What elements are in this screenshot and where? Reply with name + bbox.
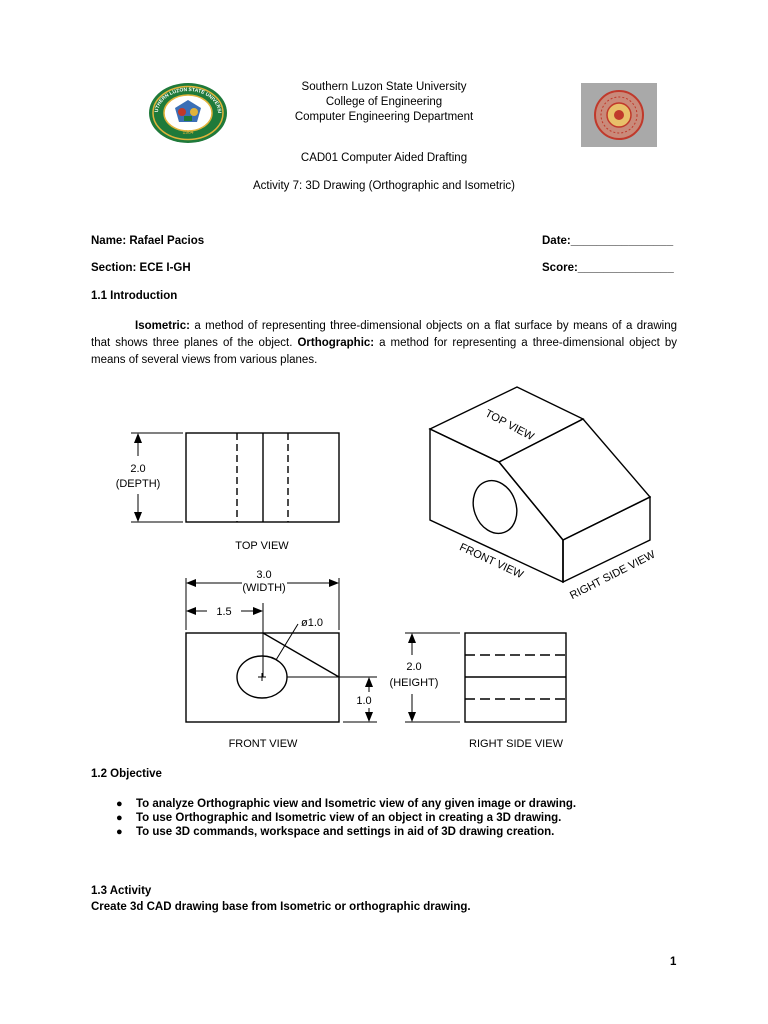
activity-title: Activity 7: 3D Drawing (Orthographic and Isometric) xyxy=(252,180,516,192)
iso-top-view-label: TOP VIEW xyxy=(483,407,536,444)
intro-paragraph xyxy=(91,318,677,369)
objective-heading: 1.2 Objective xyxy=(91,768,162,780)
header-block xyxy=(234,80,534,125)
score-field: Score:_______________ xyxy=(542,262,674,274)
list-item: ● To analyze Orthographic view and Isometric view of any given image or drawing. xyxy=(116,798,577,810)
isometric-term: Isometric: xyxy=(135,320,190,332)
bullet-icon: ● xyxy=(116,798,123,810)
depth-value: 2.0 xyxy=(130,463,146,475)
height-value: 2.0 xyxy=(406,661,422,673)
orthographic-definition: a method for representing a three-dimensional object by means of several views from various planes. xyxy=(91,337,677,366)
bullet-icon: ● xyxy=(116,826,123,838)
front-view-label: FRONT VIEW xyxy=(228,738,298,750)
college-name: College of Engineering xyxy=(325,96,443,108)
offset-value: 1.5 xyxy=(216,606,232,618)
bullet-icon: ● xyxy=(116,812,123,824)
name-field: Name: Rafael Pacios xyxy=(91,235,205,247)
university-seal-logo xyxy=(148,82,228,144)
list-item: ● To use 3D commands, workspace and settings in aid of 3D drawing creation. xyxy=(116,826,555,838)
activity-text: Create 3d CAD drawing base from Isometric or orthographic drawing. xyxy=(91,901,471,913)
university-name: Southern Luzon State University xyxy=(301,81,467,93)
course-title: CAD01 Computer Aided Drafting xyxy=(300,152,468,164)
seal-outer-text: UTHERN LUZON STATE UNIVERSI xyxy=(153,86,223,114)
orthographic-term: Orthographic: xyxy=(297,337,375,349)
isometric-definition: a method of representing three-dimensional objects on a flat surface by means of a drawing that shows three planes of the object. xyxy=(91,320,677,349)
section-field: Section: ECE I-GH xyxy=(91,262,191,274)
intro-heading: 1.1 Introduction xyxy=(91,290,178,302)
right-side-view-label: RIGHT SIDE VIEW xyxy=(469,738,563,750)
seal-year: 1964 xyxy=(182,130,194,136)
hole-diameter-label: ø1.0 xyxy=(300,617,324,629)
top-view-label: TOP VIEW xyxy=(235,540,289,552)
college-seal-logo xyxy=(581,83,657,147)
hole-height-value: 1.0 xyxy=(356,695,372,707)
page-number: 1 xyxy=(670,956,677,968)
orthographic-isometric-figure xyxy=(0,380,768,760)
iso-front-view-label: FRONT VIEW xyxy=(457,541,526,582)
height-label: (HEIGHT) xyxy=(389,677,439,689)
width-label: (WIDTH) xyxy=(242,582,286,594)
depth-label: (DEPTH) xyxy=(115,478,161,490)
objective-list xyxy=(91,797,691,839)
list-item: ● To use Orthographic and Isometric view of an object in creating a 3D drawing. xyxy=(116,812,562,824)
width-value: 3.0 xyxy=(256,569,272,581)
iso-right-side-view-label: RIGHT SIDE VIEW xyxy=(568,548,658,602)
department-name: Computer Engineering Department xyxy=(294,111,474,123)
activity-heading: 1.3 Activity xyxy=(91,885,152,897)
date-field: Date:________________ xyxy=(542,235,674,247)
